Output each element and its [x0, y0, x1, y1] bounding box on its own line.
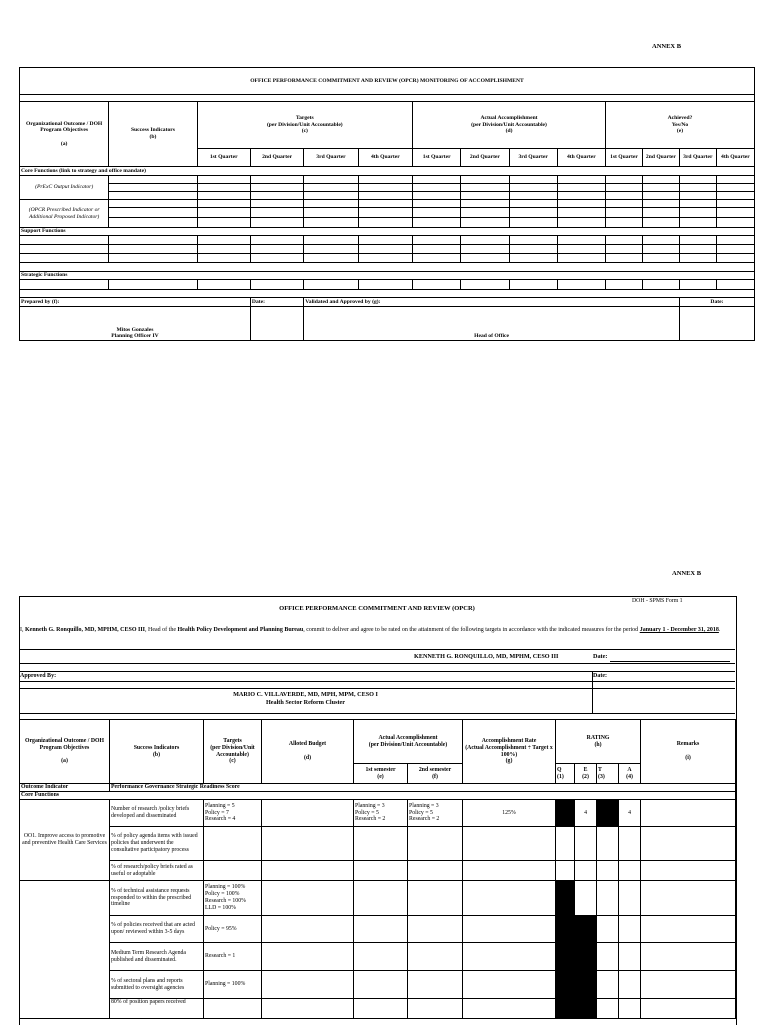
prepared-by-label: Prepared by (f):: [20, 298, 251, 307]
col2-rate: Accomplishment Rate (Actual Accomplishment ÷ Target x 100%) (g): [463, 720, 556, 784]
outcome-indicator-label: Outcome Indicator: [20, 784, 110, 792]
table-row: OO1. Improve access to promotive and preventive Health Care Services Number of research /policy briefs developed and disseminated Planning = 5 Policy = 7 Research = 4 Planning = 3 Policy = 5 Research = 2 Planning = 3 Policy = 5 Research = 2 125% 4 4: [20, 800, 736, 827]
oo1-objective: OO1. Improve access to promotive and preventive Health Care Services: [20, 800, 110, 881]
prepared-date-label: Date:: [250, 298, 303, 307]
strategic-functions-label: Strategic Functions: [20, 272, 755, 280]
actual-q3: 3rd Quarter: [509, 149, 557, 167]
col2-actual: Actual Accomplishment (per Division/Unit Accountable): [354, 720, 463, 764]
head-of-office: Head of Office: [304, 307, 680, 341]
outcome-indicator-value: Performance Governance Strategic Readiness Score: [110, 784, 736, 792]
col2-remarks: Remarks (i): [641, 720, 736, 784]
rating-a: A (4): [619, 764, 641, 784]
achieved-q3: 3rd Quarter: [679, 149, 716, 167]
support-functions-label: Support Functions: [20, 228, 755, 236]
col2-org-outcome: Organizational Outcome / DOH Program Objectives (a): [20, 720, 110, 784]
opcr-prescribed-indicator: (OPCR Prescribed Indicator or Additional Proposed Indicator): [20, 200, 109, 228]
validated-by-label: Validated and Approved by (g):: [304, 298, 680, 307]
approved-by-label: Approved By:: [20, 673, 57, 679]
table-row: % of policies received that are acted upon/ reviewed within 3-5 days Policy = 95%: [20, 916, 736, 943]
core-functions-label: Core Functions (link to strategy and office mandate): [20, 167, 755, 176]
opcr-title: OFFICE PERFORMANCE COMMITMENT AND REVIEW (OPCR): [279, 605, 475, 612]
col-org-outcome: Organizational Outcome / DOH Program Objectives (a): [20, 102, 109, 167]
actual-q2: 2nd Quarter: [461, 149, 509, 167]
table-row: 80% of position papers received: [20, 999, 736, 1019]
table-row: % of technical assistance requests responded to within the prescribed timeline Planning = 100% Policy = 100% Research = 100% LLD = 100%: [20, 881, 736, 916]
rating-e: E (2): [575, 764, 597, 784]
monitoring-title: OFFICE PERFORMANCE COMMITMENT AND REVIEW (OPCR) MONITORING OF ACCOMPLISHMENT: [20, 68, 755, 95]
rating-t: T (3): [597, 764, 619, 784]
prexc-indicator: (PrExC Output Indicator): [20, 176, 109, 200]
col-actual: Actual Accomplishment (per Division/Unit Accountable) (d): [413, 102, 606, 149]
annex-label-1: ANNEX B: [652, 43, 682, 50]
col-targets: Targets (per Division/Unit Accountable) (c): [197, 102, 413, 149]
table-row: % of research/policy briefs rated as useful or adoptable: [20, 861, 736, 881]
core-functions-label-2: Core Functions: [20, 792, 736, 800]
rating-q: Q (1): [556, 764, 575, 784]
col-success-indicators: Success Indicators (b): [109, 102, 197, 167]
actual-q1: 1st Quarter: [413, 149, 461, 167]
col-achieved: Achieved? Yes/No (e): [606, 102, 755, 149]
validated-date-label: Date:: [679, 298, 754, 307]
achieved-q4: 4th Quarter: [716, 149, 754, 167]
table-row: % of sectoral plans and reports submitted to oversight agencies Planning = 100%: [20, 971, 736, 999]
commitment-statement: I, Kenneth G. Ronquillo, MD, MPHM, CESO III, Head of the Health Policy Development and Planning Bureau, commit to deliver and agree to be rated on the attainment of the following targets in accordance with the indicated measures for the period January 1 - December 31, 2018.: [20, 627, 721, 633]
target-q3: 3rd Quarter: [304, 149, 358, 167]
signatory-name: KENNETH G. RONQUILLO, MD, MPHM, CESO III: [414, 653, 559, 660]
approved-date-label: Date:: [593, 673, 607, 679]
col2-success-indicators: Success Indicators (b): [110, 720, 204, 784]
opcr-monitoring-table: [19, 67, 755, 341]
approver-block: MARIO C. VILLAVERDE, MD, MPH, MPM, CESO I Health Sector Reform Cluster: [233, 691, 378, 706]
col2-sem2: 2nd semester (f): [408, 764, 463, 784]
preparer-signature: Mitos Gonzales Planning Officer IV: [20, 307, 251, 341]
table-row: % of policy agenda items with issued policies that underwent the consultative participatory process: [20, 827, 736, 861]
col2-targets: Targets (per Division/Unit Accountable) (c): [204, 720, 262, 784]
opcr-table: [19, 719, 736, 1019]
signatory-date-label: Date:: [593, 653, 608, 660]
target-q4: 4th Quarter: [358, 149, 412, 167]
actual-q4: 4th Quarter: [557, 149, 605, 167]
achieved-q2: 2nd Quarter: [642, 149, 679, 167]
target-q2: 2nd Quarter: [250, 149, 303, 167]
achieved-q1: 1st Quarter: [606, 149, 643, 167]
col2-rating: RATING (h): [556, 720, 641, 764]
col2-sem1: 1st semester (e): [354, 764, 408, 784]
table-row: Medium Term Research Agenda published and disseminated. Research = 1: [20, 943, 736, 971]
col2-budget: Alloted Budget (d): [262, 720, 354, 784]
annex-label-2: ANNEX B: [672, 570, 702, 577]
form-number: DOH - SPMS Form 1: [632, 598, 683, 604]
target-q1: 1st Quarter: [197, 149, 250, 167]
